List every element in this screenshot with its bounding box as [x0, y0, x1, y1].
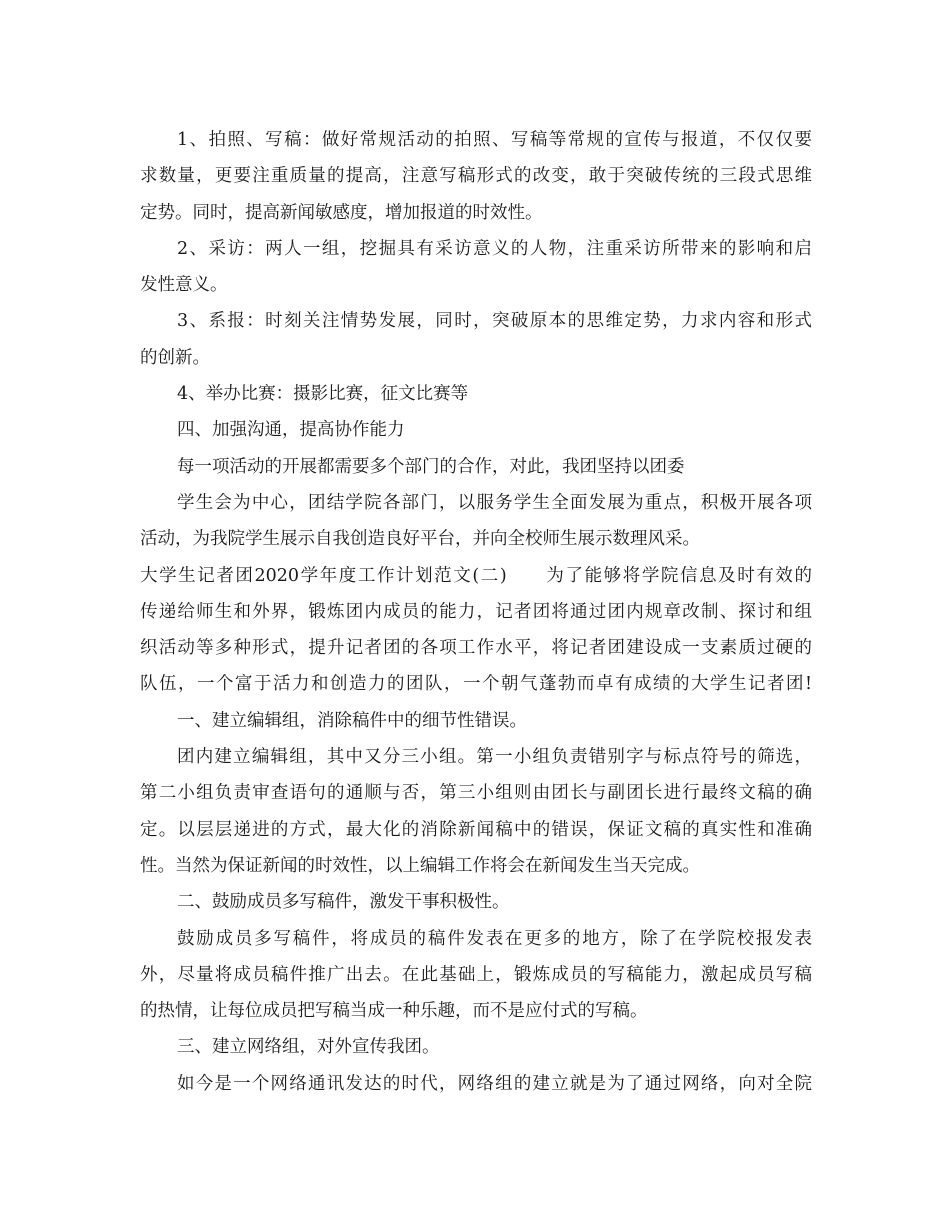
text-line: 性。当然为保证新闻的时效性，以上编辑工作将会在新闻发生当天完成。 — [140, 855, 700, 876]
text-line: 三、建立网络组，对外宣传我团。 — [177, 1037, 440, 1058]
text-line: 活动，为我院学生展示自我创造良好平台，并向全校师生展示数理风采。 — [140, 529, 700, 550]
text-line: 大学生记者团2020学年度工作计划范文(二) 为了能够将学院信息及时有效的 — [140, 565, 812, 586]
text-line: 定。以层层递进的方式，最大化的消除新闻稿中的错误，保证文稿的真实性和准确 — [140, 819, 812, 840]
text-line: 的创新。 — [140, 347, 210, 368]
text-line: 3、系报：时刻关注情势发展，同时，突破原本的思维定势，力求内容和形式 — [177, 311, 812, 332]
text-line: 的热情，让每位成员把写稿当成一种乐趣，而不是应付式的写稿。 — [140, 1001, 648, 1022]
text-line: 定势。同时，提高新闻敏感度，增加报道的时效性。 — [140, 202, 543, 223]
text-line: 团内建立编辑组，其中又分三小组。第一小组负责错别字与标点符号的筛选， — [177, 747, 812, 768]
text-line: 发性意义。 — [140, 275, 228, 296]
text-line: 四、加强沟通，提高协作能力 — [177, 420, 405, 441]
text-line: 1、拍照、写稿：做好常规活动的拍照、写稿等常规的宣传与报道，不仅仅要 — [177, 130, 812, 150]
document-body — [140, 122, 812, 1102]
text-line: 2、采访：两人一组，挖掘具有采访意义的人物，注重采访所带来的影响和启 — [177, 238, 812, 259]
text-line: 学生会为中心，团结学院各部门，以服务学生全面发展为重点，积极开展各项 — [177, 492, 812, 513]
text-line: 第二小组负责审查语句的通顺与否，第三小组则由团长与副团长进行最终文稿的确 — [140, 783, 812, 804]
text-line: 织活动等多种形式，提升记者团的各项工作水平，将记者团建设成一支素质过硬的 — [140, 638, 812, 659]
text-line: 外，尽量将成员稿件推广出去。在此基础上，锻炼成员的写稿能力，激起成员写稿 — [140, 964, 812, 985]
text-line: 一、建立编辑组，消除稿件中的细节性错误。 — [177, 710, 527, 731]
text-line: 二、鼓励成员多写稿件，激发干事积极性。 — [177, 892, 510, 913]
text-line: 传递给师生和外界，锻炼团内成员的能力，记者团将通过团内规章改制、探讨和组 — [140, 601, 812, 622]
text-line: 求数量，更要注重质量的提高，注意写稿形式的改变，敢于突破传统的三段式思维 — [140, 166, 812, 187]
text-line: 鼓励成员多写稿件，将成员的稿件发表在更多的地方，除了在学院校报发表 — [177, 928, 812, 949]
text-line: 4、举办比赛：摄影比赛，征文比赛等 — [177, 384, 469, 405]
text-line: 如今是一个网络通讯发达的时代，网络组的建立就是为了通过网络，向对全院 — [177, 1073, 812, 1094]
text-line: 每一项活动的开展都需要多个部门的合作，对此，我团坚持以团委 — [177, 456, 685, 477]
text-line: 队伍，一个富于活力和创造力的团队，一个朝气蓬勃而卓有成绩的大学生记者团! — [140, 674, 812, 695]
